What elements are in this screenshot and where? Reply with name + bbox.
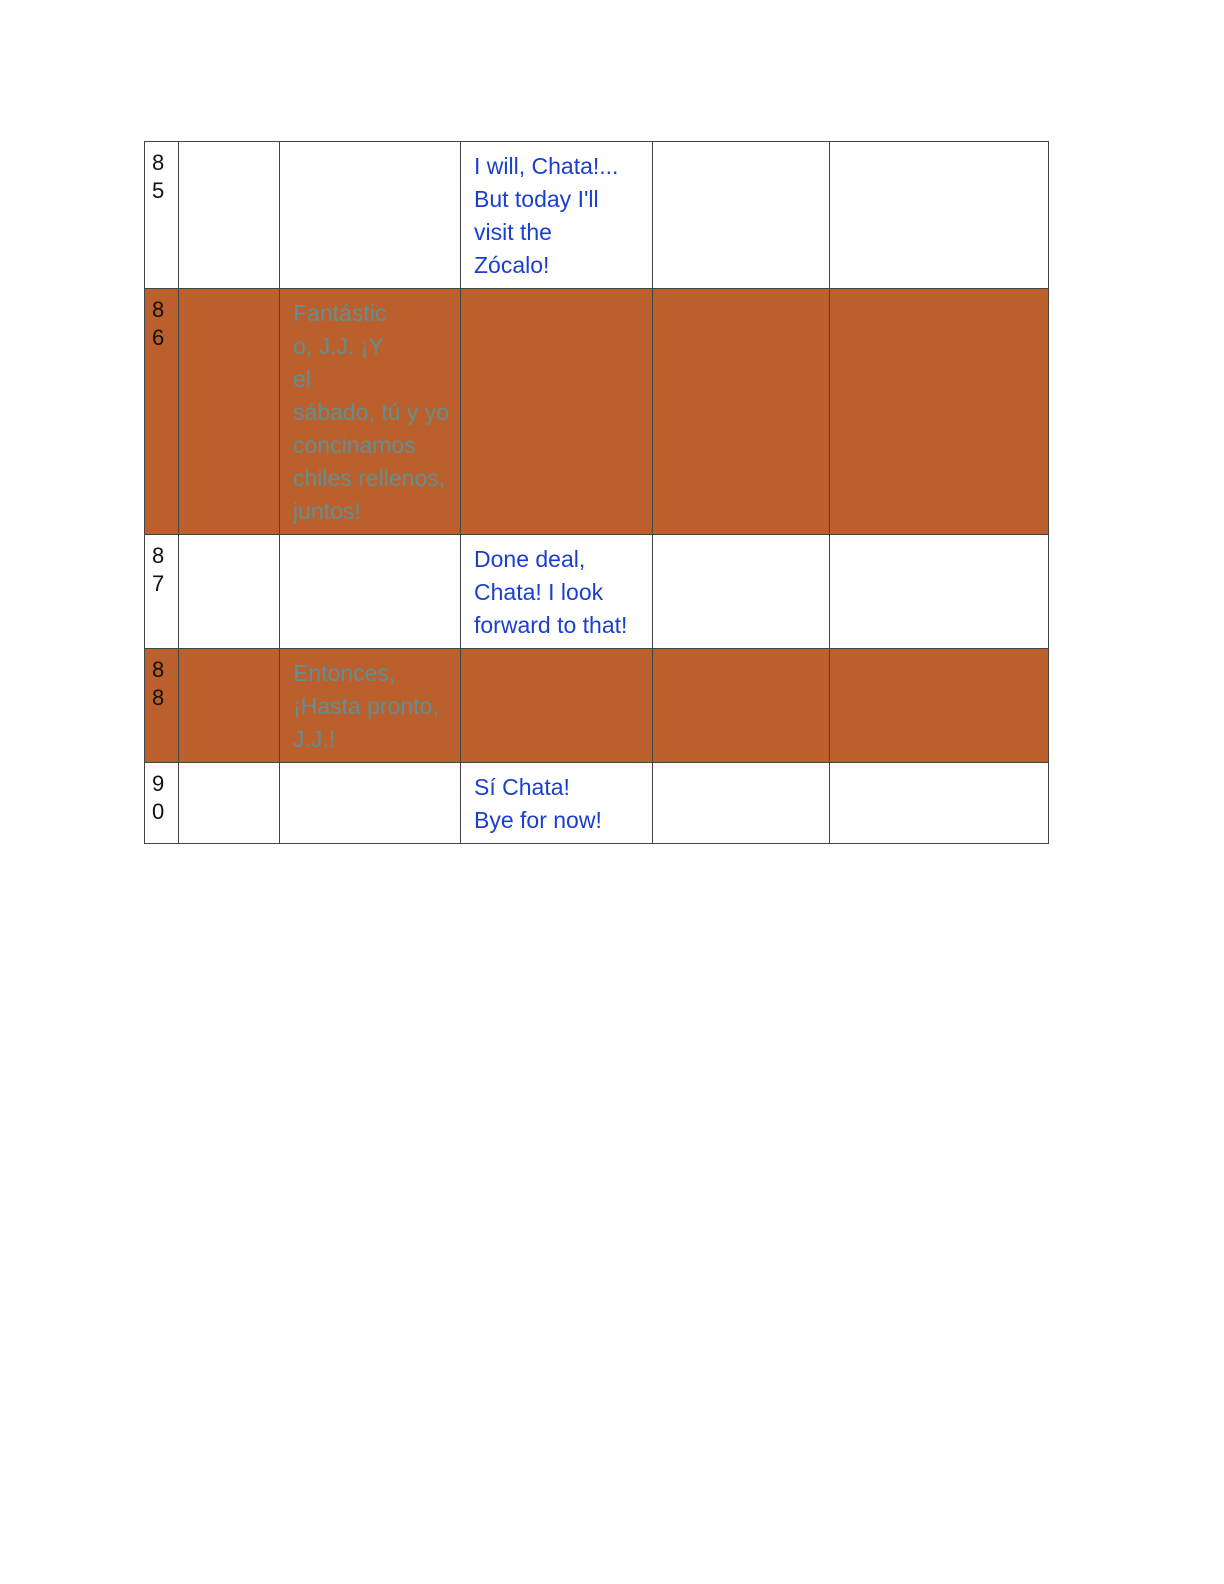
row-number-digit: 7	[152, 571, 165, 596]
empty-cell	[830, 535, 1049, 649]
row-number-digit: 0	[152, 799, 165, 824]
spanish-line: chiles rellenos,	[293, 465, 446, 491]
empty-cell	[653, 289, 830, 535]
english-line: I will, Chata!...	[474, 153, 619, 179]
table-row	[145, 289, 1049, 535]
spanish-line-cell	[280, 289, 461, 535]
row-number-digit: 8	[152, 685, 165, 710]
english-line: Zócalo!	[474, 252, 550, 278]
script-table	[144, 141, 1049, 844]
spanish-line: juntos!	[293, 498, 361, 524]
english-line: Chata! I look	[474, 579, 604, 605]
table-row	[145, 535, 1049, 649]
row-number-digit: 6	[152, 325, 165, 350]
empty-cell	[179, 763, 280, 844]
table-row	[145, 649, 1049, 763]
spanish-line: concinamos	[293, 432, 416, 458]
english-line: visit the	[474, 219, 552, 245]
english-line: forward to that!	[474, 612, 628, 638]
empty-cell	[830, 289, 1049, 535]
empty-cell	[179, 649, 280, 763]
empty-cell	[179, 535, 280, 649]
spanish-line-cell	[280, 142, 461, 289]
row-number-cell	[145, 142, 179, 289]
english-line: Done deal,	[474, 546, 586, 572]
empty-cell	[830, 649, 1049, 763]
spanish-line-cell	[280, 763, 461, 844]
english-line: Bye for now!	[474, 807, 602, 833]
empty-cell	[653, 763, 830, 844]
spanish-line-cell	[280, 649, 461, 763]
spanish-line: el	[293, 366, 311, 392]
english-line: But today I'll	[474, 186, 599, 212]
row-number-cell	[145, 535, 179, 649]
empty-cell	[179, 289, 280, 535]
empty-cell	[830, 142, 1049, 289]
row-number-digit: 8	[152, 543, 165, 568]
row-number-digit: 5	[152, 178, 165, 203]
row-number-digit: 8	[152, 657, 165, 682]
spanish-line: Fantástic	[293, 300, 387, 326]
spanish-line: Entonces,	[293, 660, 396, 686]
table-row	[145, 142, 1049, 289]
empty-cell	[653, 649, 830, 763]
english-line-cell	[461, 649, 653, 763]
empty-cell	[179, 142, 280, 289]
english-line: Sí Chata!	[474, 774, 570, 800]
english-line-cell	[461, 535, 653, 649]
row-number-digit: 8	[152, 150, 165, 175]
empty-cell	[653, 142, 830, 289]
table-row	[145, 763, 1049, 844]
spanish-line: o, J.J. ¡Y	[293, 333, 384, 359]
spanish-line-cell	[280, 535, 461, 649]
row-number-cell	[145, 763, 179, 844]
row-number-cell	[145, 649, 179, 763]
english-line-cell	[461, 763, 653, 844]
spanish-line: ¡Hasta pronto,	[293, 693, 439, 719]
empty-cell	[830, 763, 1049, 844]
english-line-cell	[461, 142, 653, 289]
row-number-cell	[145, 289, 179, 535]
row-number-digit: 8	[152, 297, 165, 322]
empty-cell	[653, 535, 830, 649]
spanish-line: J.J.!	[293, 726, 336, 752]
row-number-digit: 9	[152, 771, 165, 796]
spanish-line: sábado, tú y yo	[293, 399, 449, 425]
english-line-cell	[461, 289, 653, 535]
